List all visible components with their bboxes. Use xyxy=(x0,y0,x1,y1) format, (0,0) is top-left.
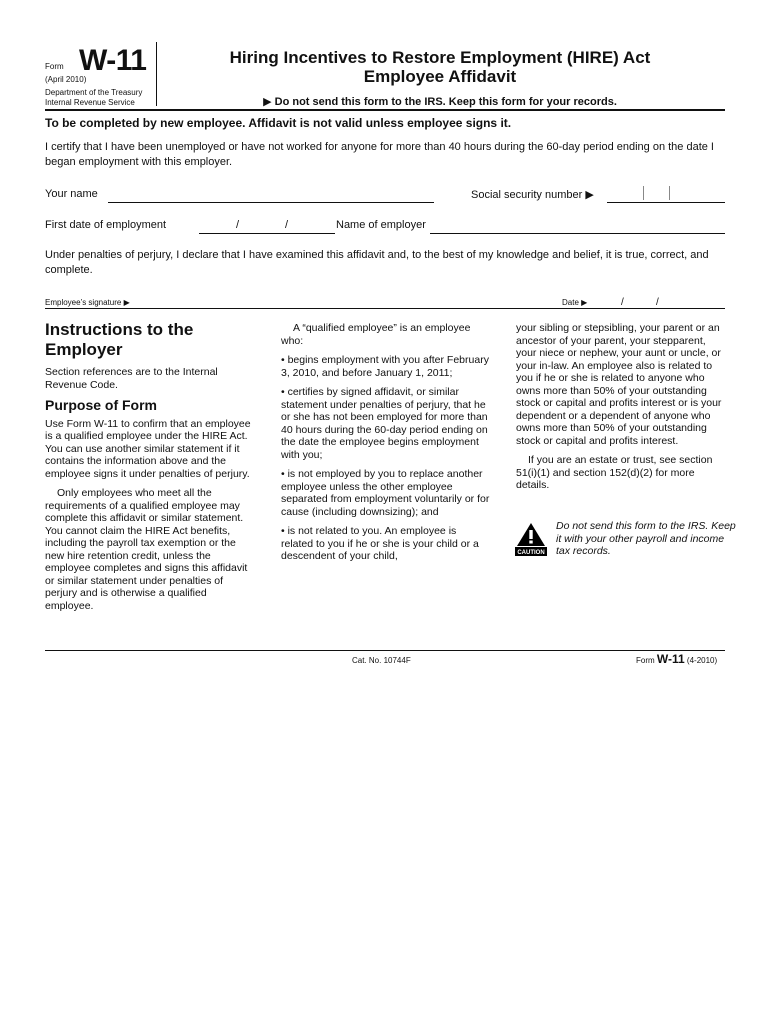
related-continuation: your sibling or stepsibling, your parent or an ancestor of your parent, your stepparent, your niece or nephew, your aunt or uncle, or your in-law. An employee also is related to you if he or she is related to anyone who owns more than 50% of your outstanding stock or capital and profits interest or is your dependent or a dependent of anyone who owns more than 50% of your outstanding stock or capital and profits interest. xyxy=(516,322,722,447)
certification-text: I certify that I have been unemployed or have not worked for anyone for more than 40 hours during the 60-day period ending on the date I began employment with this employer. xyxy=(45,141,714,168)
ssn-label: Social security number ▶ xyxy=(471,189,594,201)
signature-label: Employee’s signature ▶ xyxy=(45,298,130,307)
footer-form-id xyxy=(636,652,717,666)
date-separator: / xyxy=(236,219,240,231)
date-separator: / xyxy=(656,297,659,308)
qualified-bullet: • certifies by signed affidavit, or similar statement under penalties of perjury, that he or she has not been employed for more than 40 hours during the 60-day period ending on the date the employee begins employment with you; xyxy=(281,386,488,461)
footer-revision: (4-2010) xyxy=(686,656,718,665)
issuing-agency xyxy=(45,88,155,108)
form-title xyxy=(160,48,720,86)
caution-text: Do not send this form to the IRS. Keep it with your other payroll and income tax records. xyxy=(556,520,736,557)
footer-form-number: W-11 xyxy=(656,652,685,666)
instructions-column-3 xyxy=(516,322,728,499)
header-divider xyxy=(156,42,157,106)
footer-form-label: Form xyxy=(636,656,655,665)
form-number: W-11 xyxy=(79,44,147,77)
date-separator: / xyxy=(285,219,289,231)
employer-name-label: Name of employer xyxy=(336,219,426,231)
estate-trust-note: If you are an estate or trust, see section 51(i)(1) and section 152(d)(2) for more details. xyxy=(516,454,713,491)
first-date-field[interactable] xyxy=(199,221,335,234)
purpose-paragraph-2: Only employees who meet all the requirements of a qualified employee may complete this affidavit or similar statement. You cannot claim the HIRE Act benefits, including the payroll tax exemption or the new hire retention credit, unless the employee completes and signs this affidavit or similar statement under penalties of perjury and is otherwise a qualified employee. xyxy=(45,487,248,612)
employer-name-field[interactable] xyxy=(430,221,725,234)
qualified-bullet: • is not employed by you to replace another employee unless the other employee separated from employment voluntarily or for cause (including downsizing); and xyxy=(281,468,490,518)
title-line-1: Hiring Incentives to Restore Employment (HIRE) Act xyxy=(229,48,651,67)
catalog-number: Cat. No. 10744F xyxy=(352,656,411,665)
section-references: Section references are to the Internal Revenue Code. xyxy=(45,366,218,391)
qualified-employee-intro: A “qualified employee” is an employee who: xyxy=(281,322,471,347)
footer-rule xyxy=(45,650,725,651)
ssn-field[interactable] xyxy=(607,190,725,203)
title-line-2: Employee Affidavit xyxy=(363,67,517,86)
form-label: Form xyxy=(45,62,64,71)
instructions-column-1 xyxy=(45,366,255,619)
qualified-bullet: • is not related to you. An employee is related to you if he or she is your child or a descendent of your child, xyxy=(281,525,479,562)
purpose-heading: Purpose of Form xyxy=(45,397,158,413)
qualified-bullet: • begins employment with you after February 3, 2010, and before January 1, 2011; xyxy=(281,354,489,379)
your-name-label: Your name xyxy=(45,188,98,200)
instructions-column-2 xyxy=(281,322,491,570)
date-separator: / xyxy=(621,297,624,308)
revision-date: (April 2010) xyxy=(45,75,87,84)
your-name-field[interactable] xyxy=(108,190,434,203)
ssn-divider xyxy=(643,186,644,200)
caution-icon xyxy=(515,522,547,556)
perjury-statement: Under penalties of perjury, I declare that I have examined this affidavit and, to the best of my knowledge and belief, it is true, correct, and complete. xyxy=(45,249,709,276)
caution-label: CAUTION xyxy=(517,550,545,556)
agency-name: Internal Revenue Service xyxy=(45,98,135,107)
header-rule xyxy=(45,109,725,111)
employee-section-heading: To be completed by new employee. Affidavit is not valid unless employee signs it. xyxy=(45,116,512,130)
ssn-divider xyxy=(669,186,670,200)
department-name: Department of the Treasury xyxy=(45,88,143,97)
purpose-paragraph-1: Use Form W-11 to confirm that an employee is a qualified employee under the HIRE Act. You can use another similar statement if it contains the information above and the employee signs it under penalties of perjury. xyxy=(45,417,251,480)
do-not-send-notice: ▶ Do not send this form to the IRS. Keep this form for your records. xyxy=(263,96,617,108)
first-date-label: First date of employment xyxy=(45,219,167,231)
instructions-heading: Instructions to the Employer xyxy=(45,320,194,359)
date-label: Date ▶ xyxy=(562,298,588,307)
